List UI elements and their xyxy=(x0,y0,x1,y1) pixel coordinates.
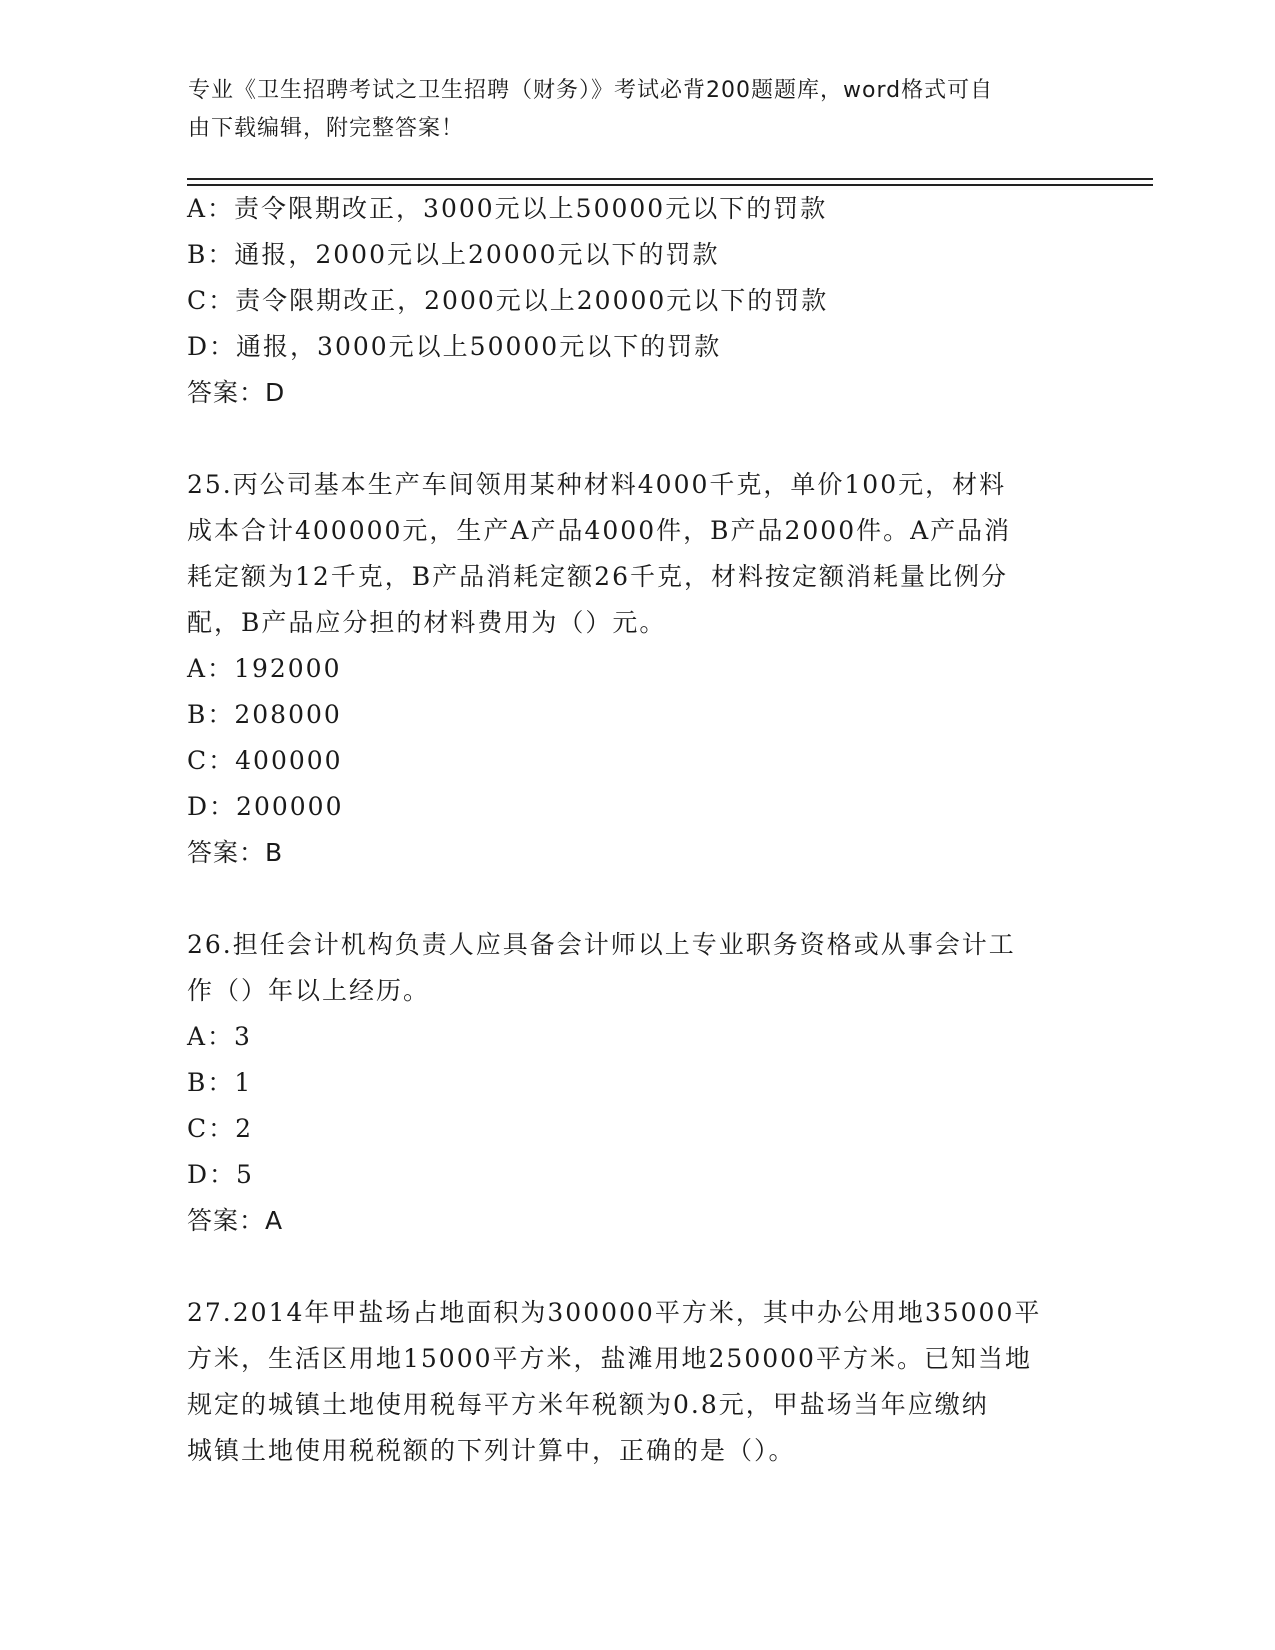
option-d: D：5 xyxy=(187,1160,254,1189)
spacer xyxy=(187,876,1087,922)
option-b: B：208000 xyxy=(187,700,342,729)
header-divider-top xyxy=(187,178,1153,180)
answer: 答案：B xyxy=(187,838,284,867)
question-stem-line: 耗定额为12千克，B产品消耗定额26千克，材料按定额消耗量比例分 xyxy=(187,562,1008,591)
option-a: A：3 xyxy=(187,1022,252,1051)
header-line-1: 专业《卫生招聘考试之卫生招聘（财务）》考试必背200题题库，word格式可自 xyxy=(188,78,994,103)
option-a: A：192000 xyxy=(187,654,342,683)
question-stem-line: 25.丙公司基本生产车间领用某种材料4000千克，单价100元，材料 xyxy=(187,470,1007,499)
question-stem-line: 方米，生活区用地15000平方米，盐滩用地250000平方米。已知当地 xyxy=(187,1344,1032,1373)
option-d: D：通报，3000元以上50000元以下的罚款 xyxy=(187,332,722,361)
question-27 xyxy=(187,1290,1087,1474)
option-d: D：200000 xyxy=(187,792,344,821)
header-line-2: 由下载编辑，附完整答案！ xyxy=(188,116,465,141)
question-stem-line: 作（）年以上经历。 xyxy=(187,976,431,1005)
option-c: C：责令限期改正，2000元以上20000元以下的罚款 xyxy=(187,286,829,315)
question-26 xyxy=(187,922,1087,1244)
answer: 答案：A xyxy=(187,1206,284,1235)
question-stem-line: 成本合计400000元，生产A产品4000件，B产品2000件。A产品消 xyxy=(187,516,1012,545)
spacer xyxy=(187,416,1087,462)
question-stem-line: 26.担任会计机构负责人应具备会计师以上专业职务资格或从事会计工 xyxy=(187,930,1016,959)
question-stem-line: 城镇土地使用税税额的下列计算中，正确的是（）。 xyxy=(187,1436,796,1465)
question-stem-line: 配，B产品应分担的材料费用为（）元。 xyxy=(187,608,667,637)
question-24 xyxy=(187,186,1087,416)
option-c: C：2 xyxy=(187,1114,254,1143)
option-a: A：责令限期改正，3000元以上50000元以下的罚款 xyxy=(187,194,828,223)
answer: 答案：D xyxy=(187,378,286,407)
option-b: B：通报，2000元以上20000元以下的罚款 xyxy=(187,240,720,269)
question-list xyxy=(187,186,1087,1474)
spacer xyxy=(187,1244,1087,1290)
option-b: B：1 xyxy=(187,1068,253,1097)
document-header xyxy=(188,72,1068,148)
question-stem-line: 规定的城镇土地使用税每平方米年税额为0.8元，甲盐场当年应缴纳 xyxy=(187,1390,989,1419)
question-stem-line: 27.2014年甲盐场占地面积为300000平方米，其中办公用地35000平 xyxy=(187,1298,1042,1327)
option-c: C：400000 xyxy=(187,746,343,775)
question-25 xyxy=(187,462,1087,876)
